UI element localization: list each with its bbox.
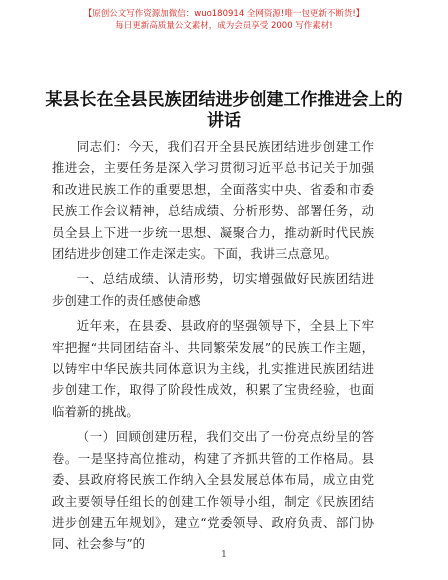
document-body (52, 136, 374, 555)
document-title: 某县长在全县民族团结进步创建工作推进会上的讲话 (45, 90, 403, 131)
banner-line-2: 每日更新高质量公文素材，成为会员享受 2000 写作素材! (115, 21, 333, 31)
page-number: 1 (221, 550, 227, 560)
section-heading-1: 一、总结成绩、认清形势，切实增强做好民族团结进步创建工作的责任感使命感 (52, 271, 374, 308)
header-banner (0, 8, 448, 32)
paragraph: 近年来，在县委、县政府的坚强领导下，全县上下牢牢把握“共同团结奋斗、共同繁荣发展”的民族工作主题，以铸牢中华民族共同体意识为主线，扎实推进民族团结进步创建工作，取得了阶段性成效，积累了宝贵经验，也面临着新的挑战。 (52, 318, 374, 419)
paragraph-opening: 同志们：今天，我们召开全县民族团结进步创建工作推进会，主要任务是深入学习贯彻习近平总书记关于加强和改进民族工作的重要思想，全面落实中央、省委和市委民族工作会议精神，总结成绩、分析形势、部署任务，动员全县上下进一步统一思想、凝聚合力，推动新时代民族团结进步创建工作走深走实。下面，我讲三点意见。 (52, 139, 374, 262)
paragraph: （一）回顾创建历程，我们交出了一份亮点纷呈的答卷。一是坚持高位推动，构建了齐抓共管的工作格局。县委、县政府将民族工作纳入全县发展总体布局，成立由党政主要领导任组长的创建工作领导小组，制定《民族团结进步创建五年规划》，建立“党委领导、政府负责、部门协同、社会参与”的 (52, 429, 374, 552)
banner-line-1: 【原创公文写作资源加微信：wuo180914 全网资源!唯一包更新不断货!】 (83, 9, 365, 19)
